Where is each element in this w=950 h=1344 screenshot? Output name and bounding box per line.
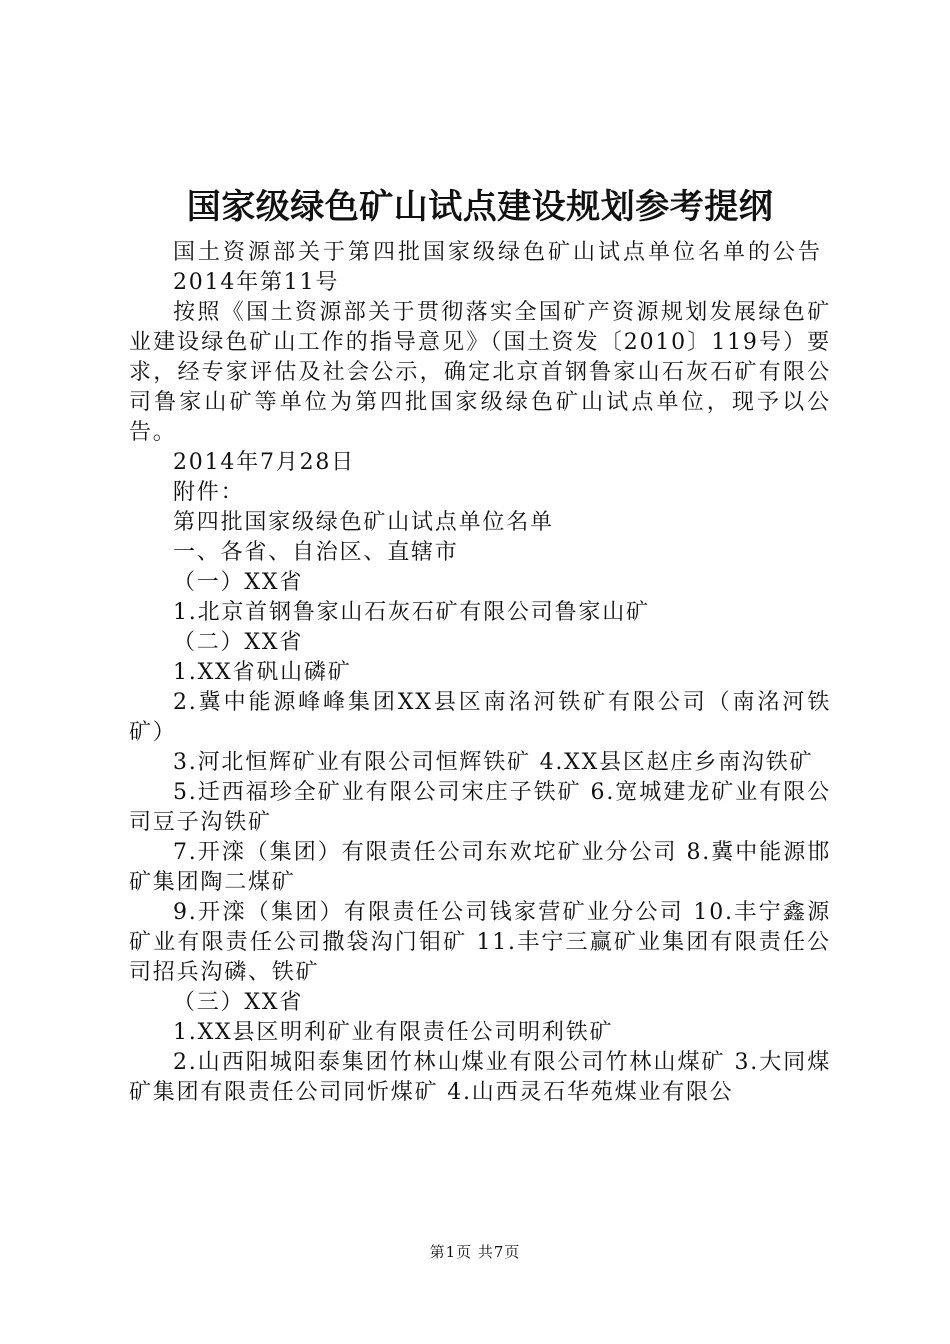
list-item: 1.XX省矾山磷矿 xyxy=(173,660,352,685)
list-item: 1.XX县区明利矿业有限责任公司明利铁矿 xyxy=(173,1020,614,1045)
page-indicator: 第1页 共7页 xyxy=(429,1243,521,1261)
paragraph-list-title: 第四批国家级绿色矿山试点单位名单 xyxy=(173,510,554,535)
subsection-heading: （二）XX省 xyxy=(173,630,304,655)
section-heading: 一、各省、自治区、直辖市 xyxy=(173,540,459,565)
list-item: 7.开滦（集团）有限责任公司东欢坨矿业分公司 8.冀中能源邯矿集团陶二煤矿 xyxy=(129,840,831,895)
list-item: 2.山西阳城阳泰集团竹林山煤业有限公司竹林山煤矿 3.大同煤矿集团有限责任公司同忻煤矿 4.山西灵石华苑煤业有限公 xyxy=(129,1050,831,1105)
paragraph-attachment-label: 附件： xyxy=(173,480,245,505)
list-item: 5.迁西福珍全矿业有限公司宋庄子铁矿 6.宽城建龙矿业有限公司豆子沟铁矿 xyxy=(129,780,831,835)
paragraph-announcement-title: 国土资源部关于第四批国家级绿色矿山试点单位名单的公告 xyxy=(173,240,824,265)
list-item: 3.河北恒辉矿业有限公司恒辉铁矿 4.XX县区赵庄乡南沟铁矿 xyxy=(173,750,814,775)
document-title: 国家级绿色矿山试点建设规划参考提纲 xyxy=(186,187,774,227)
subsection-heading: （一）XX省 xyxy=(173,570,304,595)
paragraph-date: 2014年7月28日 xyxy=(173,450,355,475)
subsection-heading: （三）XX省 xyxy=(173,990,304,1015)
list-item: 2.冀中能源峰峰集团XX县区南洺河铁矿有限公司（南洺河铁矿） xyxy=(129,690,831,745)
paragraph-announcement-number: 2014年第11号 xyxy=(173,270,340,295)
list-item: 1.北京首钢鲁家山石灰石矿有限公司鲁家山矿 xyxy=(173,600,650,625)
document-body xyxy=(129,238,831,1108)
paragraph-announcement-body: 按照《国土资源部关于贯彻落实全国矿产资源规划发展绿色矿业建设绿色矿山工作的指导意见》（国土资发〔2010〕119号）要求，经专家评估及社会公示，确定北京首钢鲁家山石灰石矿有限公司鲁家山矿等单位为第四批国家级绿色矿山试点单位，现予以公告。 xyxy=(129,300,831,445)
list-item: 9.开滦（集团）有限责任公司钱家营矿业分公司 10.丰宁鑫源矿业有限责任公司撒袋沟门钼矿 11.丰宁三赢矿业集团有限责任公司招兵沟磷、铁矿 xyxy=(129,900,831,985)
